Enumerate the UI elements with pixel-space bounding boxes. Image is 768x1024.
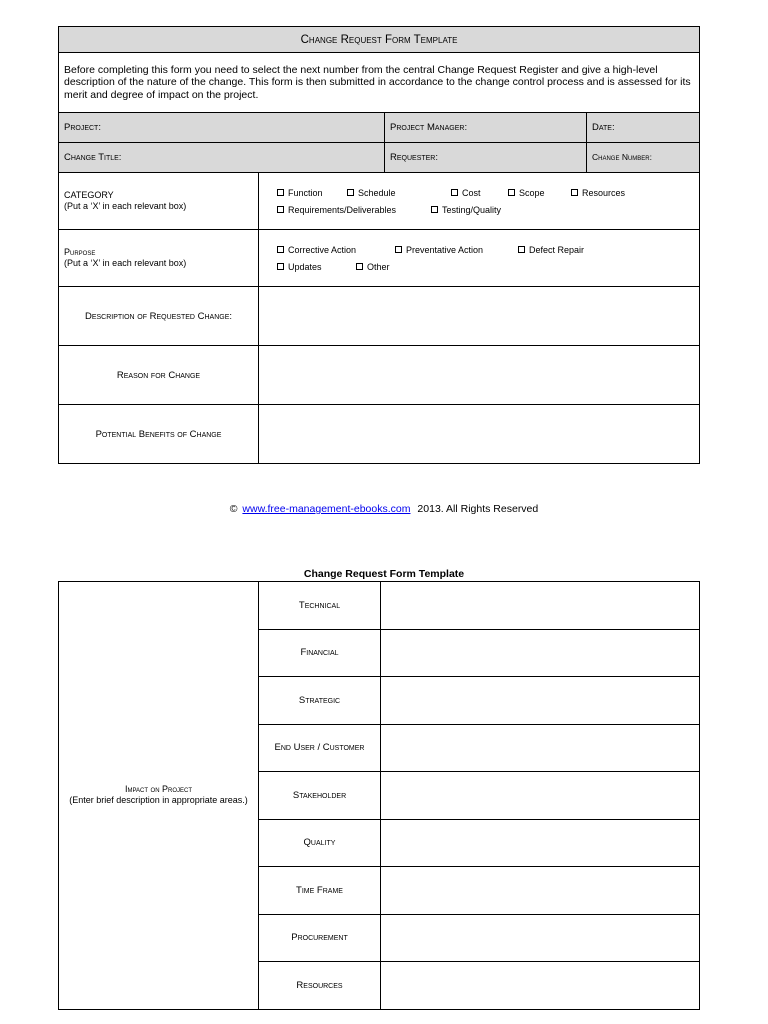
- strategic-input[interactable]: [381, 677, 700, 725]
- checkbox-icon[interactable]: [518, 246, 525, 253]
- checkbox-icon[interactable]: [508, 189, 515, 196]
- area-strategic: Strategic: [259, 677, 381, 725]
- resources-input[interactable]: [381, 962, 700, 1010]
- area-technical: Technical: [259, 582, 381, 630]
- form-instructions: Before completing this form you need to select the next number from the central Change Request Register and give a high-level description of the nature of the change. This form is then submitted in accordance to the change control process and is assessed for its merit and degree of impact on the project.: [59, 53, 700, 113]
- category-options: [259, 173, 700, 230]
- category-options-row-1: [277, 184, 694, 201]
- change-title-field[interactable]: Change Title:: [59, 143, 385, 173]
- purpose-label-cell: [59, 230, 259, 287]
- category-label-cell: [59, 173, 259, 230]
- category-option-requirements[interactable]: Requirements/Deliverables: [277, 205, 431, 215]
- purpose-option-other[interactable]: Other: [356, 262, 390, 272]
- stakeholder-input[interactable]: [381, 772, 700, 820]
- purpose-options-row-2: [277, 258, 694, 275]
- project-field[interactable]: Project:: [59, 113, 385, 143]
- change-request-form: [58, 26, 700, 464]
- requester-field[interactable]: Requester:: [385, 143, 587, 173]
- category-hint: (Put a ‘X’ in each relevant box): [64, 201, 187, 211]
- technical-input[interactable]: [381, 582, 700, 630]
- checkbox-icon[interactable]: [277, 263, 284, 270]
- purpose-options: [259, 230, 700, 287]
- description-input[interactable]: [259, 287, 700, 346]
- copyright-notice: [0, 503, 768, 515]
- category-option-schedule[interactable]: Schedule: [347, 188, 451, 198]
- checkbox-icon[interactable]: [356, 263, 363, 270]
- change-number-field[interactable]: Change Number:: [587, 143, 700, 173]
- impact-form-title: Change Request Form Template: [303, 568, 465, 580]
- checkbox-icon[interactable]: [451, 189, 458, 196]
- purpose-hint: (Put a ‘X’ in each relevant box): [64, 258, 187, 268]
- copyright-text: 2013. All Rights Reserved: [417, 503, 539, 515]
- category-label: CATEGORY: [64, 190, 114, 200]
- category-options-row-2: [277, 201, 694, 218]
- area-stakeholder: Stakeholder: [259, 772, 381, 820]
- time-frame-input[interactable]: [381, 867, 700, 915]
- checkbox-icon[interactable]: [395, 246, 402, 253]
- category-option-function[interactable]: Function: [277, 188, 347, 198]
- area-financial: Financial: [259, 629, 381, 677]
- category-option-testing[interactable]: Testing/Quality: [431, 205, 501, 215]
- purpose-label: Purpose: [64, 247, 96, 257]
- purpose-option-preventative[interactable]: Preventative Action: [395, 245, 518, 255]
- purpose-option-defect-repair[interactable]: Defect Repair: [518, 245, 584, 255]
- purpose-option-corrective[interactable]: Corrective Action: [277, 245, 395, 255]
- financial-input[interactable]: [381, 629, 700, 677]
- description-label: Description of Requested Change:: [59, 287, 259, 346]
- date-field[interactable]: Date:: [587, 113, 700, 143]
- copyright-symbol: ©: [229, 503, 238, 515]
- area-end-user: End User / Customer: [259, 724, 381, 772]
- reason-input[interactable]: [259, 346, 700, 405]
- procurement-input[interactable]: [381, 914, 700, 962]
- impact-label-cell: [59, 582, 259, 1010]
- checkbox-icon[interactable]: [277, 189, 284, 196]
- purpose-options-row-1: [277, 241, 694, 258]
- form-title: Change Request Form Template: [59, 27, 700, 53]
- end-user-input[interactable]: [381, 724, 700, 772]
- checkbox-icon[interactable]: [347, 189, 354, 196]
- project-manager-field[interactable]: Project Manager:: [385, 113, 587, 143]
- impact-table: [58, 581, 700, 1010]
- benefits-label: Potential Benefits of Change: [59, 405, 259, 464]
- impact-label: Impact on Project: [124, 784, 193, 795]
- reason-label: Reason for Change: [59, 346, 259, 405]
- area-procurement: Procurement: [259, 914, 381, 962]
- checkbox-icon[interactable]: [431, 206, 438, 213]
- category-option-cost[interactable]: Cost: [451, 188, 508, 198]
- quality-input[interactable]: [381, 819, 700, 867]
- purpose-option-updates[interactable]: Updates: [277, 262, 356, 272]
- website-link[interactable]: www.free-management-ebooks.com: [242, 503, 411, 515]
- impact-hint: (Enter brief description in appropriate areas.): [69, 795, 248, 806]
- checkbox-icon[interactable]: [277, 206, 284, 213]
- checkbox-icon[interactable]: [277, 246, 284, 253]
- benefits-input[interactable]: [259, 405, 700, 464]
- area-resources: Resources: [259, 962, 381, 1010]
- category-option-resources[interactable]: Resources: [571, 188, 625, 198]
- checkbox-icon[interactable]: [571, 189, 578, 196]
- category-option-scope[interactable]: Scope: [508, 188, 571, 198]
- area-time-frame: Time Frame: [259, 867, 381, 915]
- area-quality: Quality: [259, 819, 381, 867]
